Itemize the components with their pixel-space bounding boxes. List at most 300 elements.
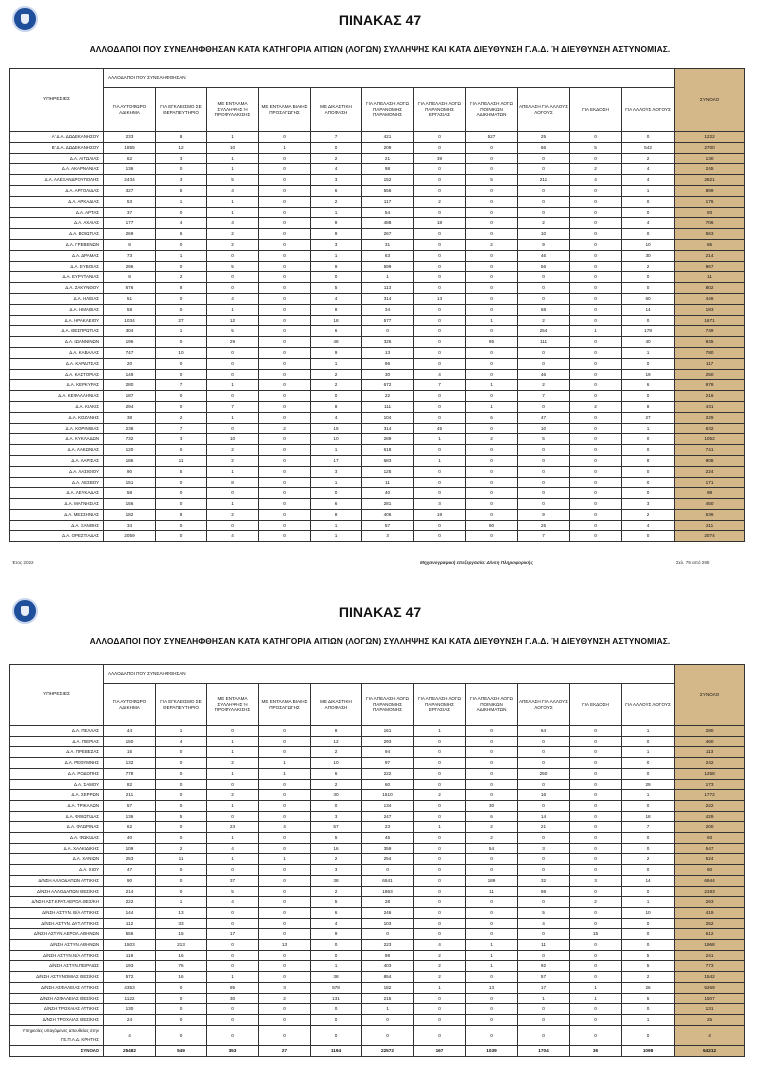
cell-value: 58 (104, 488, 156, 499)
cell-value: 0 (518, 207, 570, 218)
cell-value: 48 (311, 337, 362, 348)
row-total: 780 (675, 347, 745, 358)
sum-value: 1194 (311, 1046, 362, 1057)
cell-value: 211 (518, 175, 570, 186)
cell-value: 6 (622, 380, 675, 391)
cell-value: 2 (414, 196, 466, 207)
cell-value: 0 (311, 1025, 362, 1045)
cell-value: 3 (622, 499, 675, 510)
cell-value: 0 (156, 800, 207, 811)
row-total: 2193 (675, 886, 745, 897)
cell-value: 0 (466, 865, 518, 876)
cell-value: 778 (104, 768, 156, 779)
cell-value: 0 (570, 1004, 622, 1015)
table-row (10, 811, 745, 822)
cell-value: 23 (207, 822, 259, 833)
cell-value: 0 (207, 1004, 259, 1015)
cell-value: 7 (156, 423, 207, 434)
cell-value: 0 (466, 509, 518, 520)
service-name: Δ.Α. ΧΑΝΙΩΝ (10, 854, 104, 865)
cell-value: 0 (518, 865, 570, 876)
cell-value: 21 (362, 153, 414, 164)
cell-value: 854 (362, 972, 414, 983)
cell-value: 150 (104, 736, 156, 747)
cell-value: 30 (311, 790, 362, 801)
table-row (10, 961, 745, 972)
cell-value: 95 (207, 982, 259, 993)
row-total: 1772 (675, 790, 745, 801)
cell-value: 0 (259, 488, 311, 499)
service-name: Δ.Α. ΗΜΑΘΙΑΣ (10, 304, 104, 315)
cell-value: 0 (311, 1014, 362, 1025)
row-total: 5269 (675, 982, 745, 993)
cell-value: 9 (518, 239, 570, 250)
row-total: 563 (675, 229, 745, 240)
service-name: Α' Δ.Α. ΔΩΔΕΚΑΝΗΣΟΥ (10, 132, 104, 143)
cell-value: 0 (622, 768, 675, 779)
cell-value: 6 (466, 811, 518, 822)
cell-value: 0 (414, 347, 466, 358)
sum-value: 1704 (518, 1046, 570, 1057)
cell-value: 556 (362, 185, 414, 196)
cell-value: 98 (362, 950, 414, 961)
cell-value: 0 (570, 369, 622, 380)
cell-value: 0 (259, 412, 311, 423)
cell-value: 0 (466, 229, 518, 240)
cell-value: 0 (570, 229, 622, 240)
cell-value: 0 (466, 347, 518, 358)
cell-value: 0 (311, 272, 362, 283)
table-row (10, 790, 745, 801)
cell-value: 4 (311, 412, 362, 423)
table-row (10, 455, 745, 466)
cell-value: 0 (259, 726, 311, 737)
cell-value: 14 (622, 875, 675, 886)
cell-value: 56 (518, 261, 570, 272)
row-total: 93 (675, 207, 745, 218)
cell-value: 296 (104, 261, 156, 272)
service-name: Δ.Α. ΚΑΒΑΛΑΣ (10, 347, 104, 358)
cell-value: 5 (207, 326, 259, 337)
cell-value: 7 (414, 380, 466, 391)
row-total: 1507 (675, 993, 745, 1004)
cell-value: 327 (104, 185, 156, 196)
cell-value: 11 (518, 940, 570, 951)
cell-value: 0 (207, 811, 259, 822)
cell-value: 0 (466, 747, 518, 758)
row-total: 173 (675, 779, 745, 790)
cell-value: 3 (156, 434, 207, 445)
cell-value: 1 (311, 531, 362, 542)
cell-value: 1 (414, 434, 466, 445)
cell-value: 14 (622, 304, 675, 315)
row-total: 117 (675, 358, 745, 369)
cell-value: 281 (362, 499, 414, 510)
service-name: Δ.Α. ΚΕΦΑΛΛΗΝΙΑΣ (10, 391, 104, 402)
cell-value: 1 (362, 1004, 414, 1015)
cell-value: 3 (311, 865, 362, 876)
cell-value: 254 (362, 854, 414, 865)
cell-value: 0 (518, 1014, 570, 1025)
cell-value: 68 (518, 304, 570, 315)
cell-value: 0 (414, 175, 466, 186)
cell-value: 269 (104, 229, 156, 240)
row-total: 1258 (675, 768, 745, 779)
cell-value: 90 (104, 875, 156, 886)
table-row (10, 758, 745, 769)
cell-value: 0 (466, 1014, 518, 1025)
cell-value: 54 (466, 843, 518, 854)
cell-value: 51 (104, 293, 156, 304)
cell-value: 0 (622, 488, 675, 499)
cell-value: 16 (311, 843, 362, 854)
cell-value: 556 (104, 929, 156, 940)
row-total: 50 (675, 865, 745, 876)
service-name: Δ.Α. ΣΕΡΡΩΝ (10, 790, 104, 801)
service-name: Δ.Α. ΑΛΕΞΑΝΔΡΟΥΠΟΛΗΣ (10, 175, 104, 186)
cell-value: 3 (311, 466, 362, 477)
table-row (10, 132, 745, 143)
cell-value: 10 (518, 423, 570, 434)
cell-value: 0 (156, 499, 207, 510)
cell-value: 2 (156, 272, 207, 283)
table-row (10, 726, 745, 737)
cell-value: 0 (156, 477, 207, 488)
cell-value: 11 (156, 854, 207, 865)
cell-value: 1 (311, 477, 362, 488)
cell-value: 1 (466, 961, 518, 972)
cell-value: 0 (622, 940, 675, 951)
row-total: 446 (675, 293, 745, 304)
cell-value: 0 (466, 207, 518, 218)
cell-value: 2 (466, 434, 518, 445)
cell-value: 0 (570, 800, 622, 811)
sum-value: 1098 (622, 1046, 675, 1057)
cell-value: 73 (104, 250, 156, 261)
cell-value: 4 (207, 897, 259, 908)
cell-value: 0 (570, 726, 622, 737)
cell-value: 0 (207, 369, 259, 380)
page-title: ΠΙΝΑΚΑΣ 47 (338, 604, 422, 620)
cell-value: 0 (156, 304, 207, 315)
cell-value: 0 (570, 833, 622, 844)
cell-value: 2 (156, 412, 207, 423)
cell-value: 4 (207, 293, 259, 304)
table-row (10, 175, 745, 186)
cell-value: 0 (414, 185, 466, 196)
row-total: 4 (675, 1025, 745, 1045)
cell-value: 8 (104, 272, 156, 283)
row-total: 224 (675, 466, 745, 477)
cell-value: 0 (156, 747, 207, 758)
cell-value: 0 (622, 466, 675, 477)
service-name: Δ/ΝΣΗ ΑΣΦΑΛΕΙΑΣ ΘΕΣ/ΚΗΣ (10, 993, 104, 1004)
cell-value: 0 (259, 293, 311, 304)
cell-value: 0 (259, 153, 311, 164)
cell-value: 2 (518, 380, 570, 391)
cell-value: 151 (104, 477, 156, 488)
cell-value: 0 (622, 315, 675, 326)
cell-value: 0 (518, 196, 570, 207)
cell-value: 0 (414, 897, 466, 908)
group-header: ΑΛΛΟΔΑΠΟΙ ΠΟΥ ΣΥΝΕΛΗΦΘΗΣΑΝ (104, 69, 675, 88)
cell-value: 0 (156, 261, 207, 272)
column-header-row (10, 684, 745, 726)
cell-value: 0 (570, 779, 622, 790)
cell-value: 2 (259, 423, 311, 434)
cell-value: 0 (518, 499, 570, 510)
service-name: Δ/ΝΣΗ ΑΣΤΥΝ.ΑΘΗΝΩΝ (10, 940, 104, 951)
cell-value: 0 (259, 445, 311, 456)
cell-value: 2 (570, 401, 622, 412)
table-row (10, 185, 745, 196)
cell-value: 0 (259, 455, 311, 466)
cell-value: 2 (518, 218, 570, 229)
cell-value: 0 (622, 207, 675, 218)
table-row (10, 897, 745, 908)
cell-value: 0 (259, 779, 311, 790)
service-name: Δ.Α. ΕΥΡΥΤΑΝΙΑΣ (10, 272, 104, 283)
cell-value: 0 (570, 250, 622, 261)
cell-value: 0 (622, 132, 675, 143)
cell-value: 0 (311, 950, 362, 961)
service-name: Β' Δ.Α. ΔΩΔΕΚΑΝΗΣΟΥ (10, 142, 104, 153)
cell-value: 0 (466, 1025, 518, 1045)
cell-value: 1 (207, 153, 259, 164)
cell-value: 18 (414, 218, 466, 229)
table-row (10, 940, 745, 951)
cell-value: 1 (622, 747, 675, 758)
cell-value: 0 (156, 875, 207, 886)
cell-value: 0 (570, 358, 622, 369)
cell-value: 5 (156, 466, 207, 477)
cell-value: 233 (104, 132, 156, 143)
cell-value: 0 (207, 358, 259, 369)
cell-value: 156 (104, 499, 156, 510)
cell-value: 0 (570, 261, 622, 272)
row-total: 978 (675, 380, 745, 391)
cell-value: 0 (518, 347, 570, 358)
cell-value: 125 (362, 466, 414, 477)
cell-value: 34 (104, 520, 156, 531)
cell-value: 24 (104, 1014, 156, 1025)
cell-value: 0 (466, 142, 518, 153)
cell-value: 4 (311, 293, 362, 304)
cell-value: 0 (414, 304, 466, 315)
cell-value: 9 (311, 229, 362, 240)
cell-value: 0 (259, 132, 311, 143)
cell-value: 0 (466, 488, 518, 499)
row-total: 250 (675, 369, 745, 380)
cell-value: 0 (156, 445, 207, 456)
column-header: ΜΕ ΕΝΤΑΛΜΑ ΣΥΛΛΗΨΗΣ Ή ΠΡΟΦΥΛΑΚΙΣΗΣ (207, 88, 259, 132)
table-page-2 (0, 592, 760, 1089)
cell-value: 2 (414, 972, 466, 983)
service-name: Δ/ΝΣΗ ΑΛΛΟΔΑΠΩΝ ΑΤΤΙΚΗΣ (10, 875, 104, 886)
cell-value: 214 (104, 886, 156, 897)
cell-value: 152 (362, 175, 414, 186)
table-row (10, 907, 745, 918)
cell-value: 0 (622, 445, 675, 456)
table-row (10, 531, 745, 542)
cell-value: 403 (362, 961, 414, 972)
table-row (10, 488, 745, 499)
cell-value: 0 (518, 488, 570, 499)
cell-value: 1 (207, 164, 259, 175)
cell-value: 0 (570, 790, 622, 801)
row-total: 636 (675, 509, 745, 520)
row-total: 241 (675, 950, 745, 961)
cell-value: 0 (414, 445, 466, 456)
cell-value: 0 (156, 531, 207, 542)
cell-value: 0 (259, 1014, 311, 1025)
cell-value: 1 (622, 185, 675, 196)
cell-value: 0 (518, 185, 570, 196)
cell-value: 10 (622, 239, 675, 250)
cell-value: 60 (362, 779, 414, 790)
cell-value: 0 (156, 1004, 207, 1015)
cell-value: 111 (518, 337, 570, 348)
cell-value: 0 (570, 768, 622, 779)
cell-value: 0 (259, 950, 311, 961)
column-header: ΜΕ ΕΝΤΑΛΜΑ ΒΙΑΙΗΣ ΠΡΟΣΑΓΩΓΗΣ (259, 88, 311, 132)
cell-value: 1503 (104, 940, 156, 951)
cell-value: 0 (414, 477, 466, 488)
table-row (10, 218, 745, 229)
column-header: ΓΙΑ ΑΠΕΛΑΣΗ ΛΟΓΩ ΠΟΙΝΙΚΩΝ ΑΔΙΚΗΜΑΤΩΝ (466, 684, 518, 726)
cell-value: 0 (259, 207, 311, 218)
footer-processing-note: Μηχανογραφική επεξεργασία: Δ/νση Πληροφορικής (420, 560, 533, 565)
cell-value: 0 (156, 358, 207, 369)
cell-value: 0 (414, 1004, 466, 1015)
cell-value: 0 (466, 972, 518, 983)
cell-value: 0 (518, 477, 570, 488)
cell-value: 0 (414, 843, 466, 854)
cell-value: 2 (311, 886, 362, 897)
cell-value: 0 (466, 304, 518, 315)
cell-value: 27 (156, 315, 207, 326)
cell-value: 0 (259, 1004, 311, 1015)
cell-value: 0 (414, 918, 466, 929)
cell-value: 2 (311, 779, 362, 790)
cell-value: 0 (362, 1014, 414, 1025)
cell-value: 82 (104, 779, 156, 790)
cell-value: 0 (156, 865, 207, 876)
cell-value: 0 (207, 347, 259, 358)
service-name: Δ/ΝΣΗ ΑΣΤΥΝ. Β/Α ΑΤΤΙΚΗΣ (10, 907, 104, 918)
cell-value: 0 (259, 229, 311, 240)
sum-value: 25482 (104, 1046, 156, 1057)
cell-value: 0 (207, 918, 259, 929)
table-row (10, 993, 745, 1004)
table-row (10, 509, 745, 520)
cell-value: 0 (466, 445, 518, 456)
table-row (10, 142, 745, 153)
cell-value: 0 (570, 950, 622, 961)
service-name: Δ.Α. ΜΑΓΝΗΣΙΑΣ (10, 499, 104, 510)
cell-value: 0 (156, 239, 207, 250)
cell-value: 0 (466, 391, 518, 402)
cell-value: 10 (156, 347, 207, 358)
cell-value: 267 (362, 229, 414, 240)
row-total: 450 (675, 499, 745, 510)
column-header: ΓΙΑ ΕΓΚΛΕΙΣΜΟ ΣΕ ΘΕΡΑΠΕΥΤΗΡΙΟ (156, 88, 207, 132)
service-name: Δ.Α. ΛΑΣΙΘΙΟΥ (10, 466, 104, 477)
cell-value: 21 (518, 822, 570, 833)
table-row (10, 972, 745, 983)
cell-value: 11 (156, 455, 207, 466)
cell-value: 54 (362, 207, 414, 218)
service-name: Δ.Α. ΛΑΡΙΣΑΣ (10, 455, 104, 466)
cell-value: 0 (259, 272, 311, 283)
cell-value: 0 (414, 488, 466, 499)
cell-value: 57 (311, 822, 362, 833)
table-row (10, 918, 745, 929)
column-header: ΓΙΑ ΑΛΛΟΥΣ ΛΟΓΟΥΣ (622, 684, 675, 726)
cell-value: 0 (518, 758, 570, 769)
cell-value: 0 (570, 918, 622, 929)
row-total: 131 (675, 1004, 745, 1015)
service-name: Δ.Α. ΑΡΤΑΣ (10, 207, 104, 218)
cell-value: 111 (362, 401, 414, 412)
table-row (10, 843, 745, 854)
cell-value: 9 (311, 347, 362, 358)
cell-value: 2 (207, 229, 259, 240)
cell-value: 0 (518, 929, 570, 940)
cell-value: 0 (570, 347, 622, 358)
table-row (10, 315, 745, 326)
cell-value: 0 (156, 790, 207, 801)
cell-value: 0 (259, 875, 311, 886)
cell-value: 0 (259, 434, 311, 445)
service-name: Δ/ΝΣΗ ΑΣΦΑΛΕΙΑΣ ΑΤΤΙΚΗΣ (10, 982, 104, 993)
cell-value: 0 (466, 283, 518, 294)
cell-value: 0 (518, 445, 570, 456)
row-total: 741 (675, 445, 745, 456)
cell-value: 1 (156, 250, 207, 261)
cell-value: 29 (622, 779, 675, 790)
cell-value: 38 (311, 875, 362, 886)
cell-value: 0 (259, 401, 311, 412)
cell-value: 0 (622, 843, 675, 854)
cell-value: 250 (518, 768, 570, 779)
table-row (10, 779, 745, 790)
cell-value: 2 (622, 509, 675, 520)
cell-value: 0 (414, 768, 466, 779)
cell-value: 3 (518, 843, 570, 854)
cell-value: 0 (518, 747, 570, 758)
cell-value: 2 (207, 445, 259, 456)
table-row (10, 768, 745, 779)
cell-value: 1 (207, 736, 259, 747)
cell-value: 5 (622, 961, 675, 972)
cell-value: 4 (207, 531, 259, 542)
cell-value: 0 (259, 800, 311, 811)
cell-value: 131 (311, 993, 362, 1004)
cell-value: 26 (622, 982, 675, 993)
cell-value: 0 (207, 283, 259, 294)
cell-value: 5 (466, 175, 518, 186)
row-total: 263 (675, 897, 745, 908)
service-name: Δ.Α. ΚΟΖΑΝΗΣ (10, 412, 104, 423)
cell-value: 326 (362, 337, 414, 348)
cell-value: 8 (156, 509, 207, 520)
table-row (10, 380, 745, 391)
sum-row (10, 1046, 745, 1057)
cell-value: 0 (414, 164, 466, 175)
cell-value: 0 (518, 466, 570, 477)
cell-value: 0 (207, 950, 259, 961)
